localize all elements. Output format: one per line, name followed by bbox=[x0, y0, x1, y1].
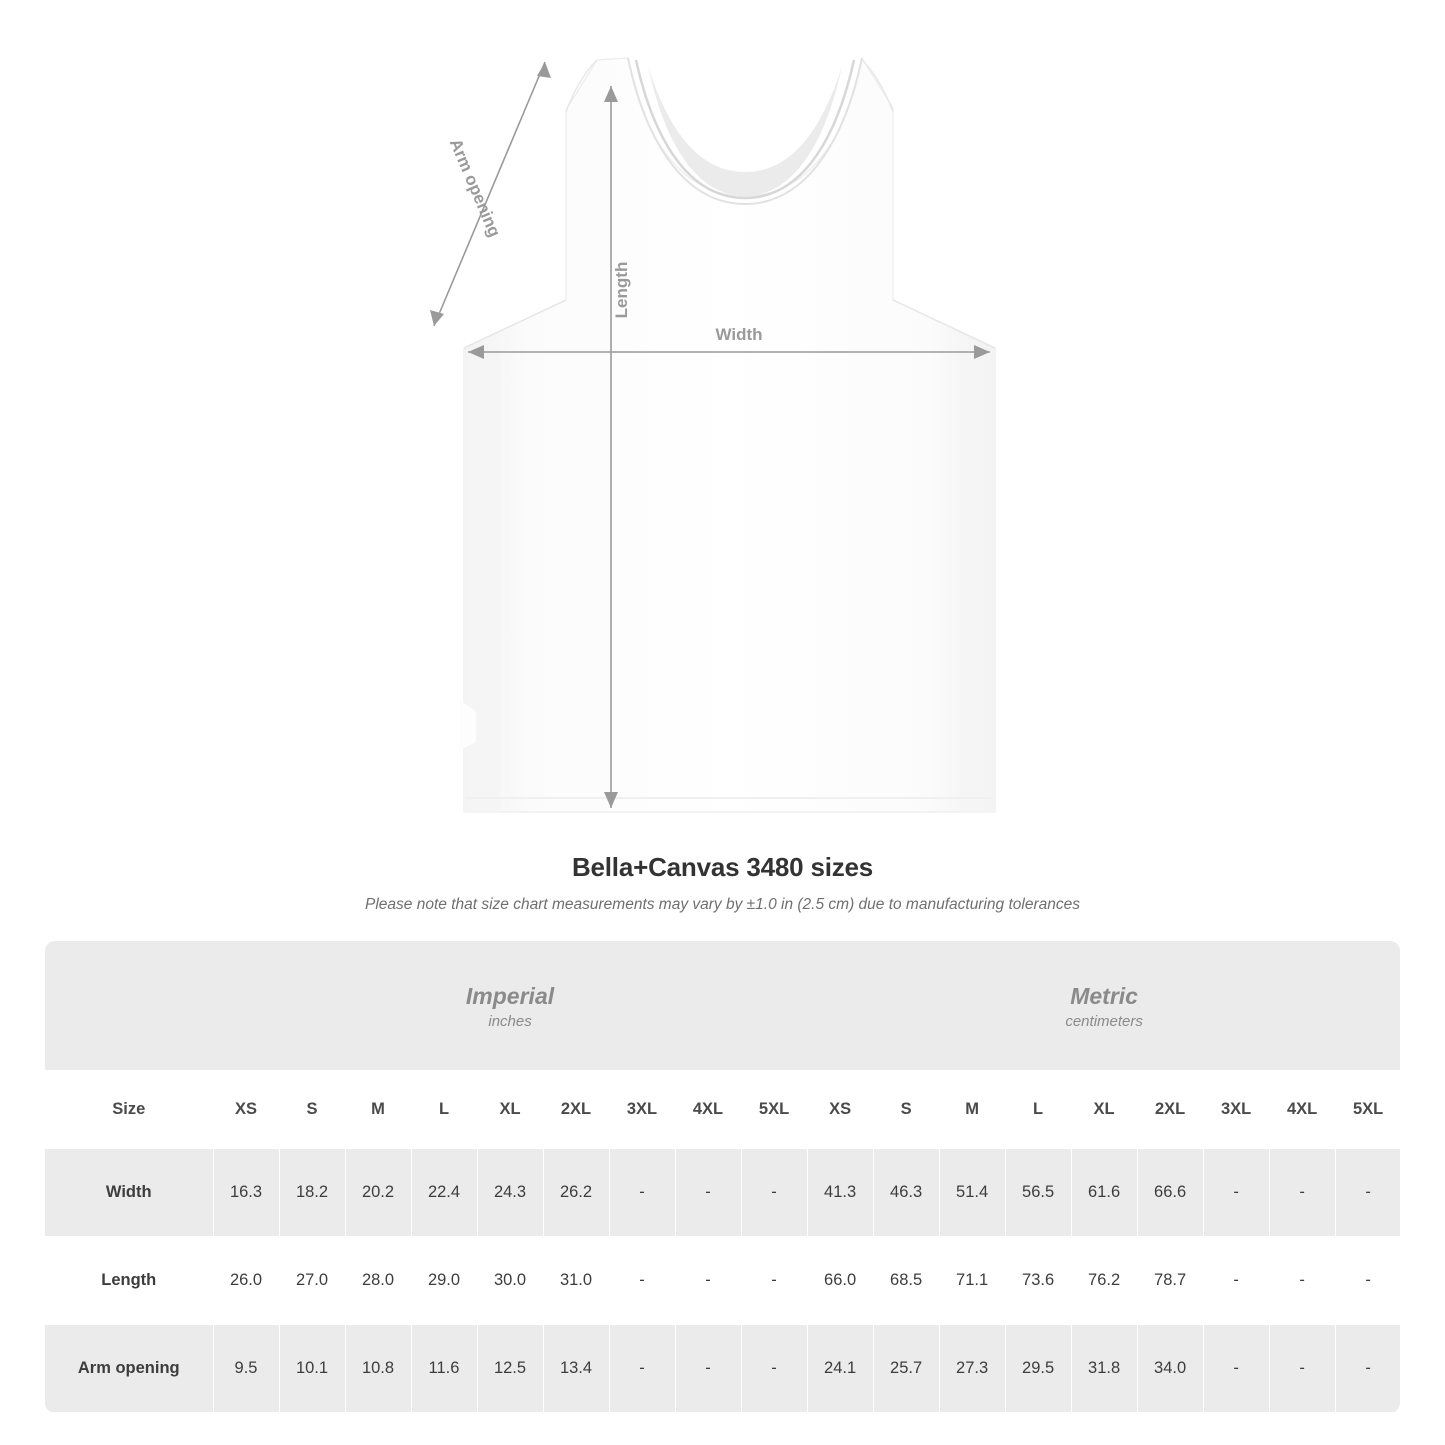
cell-arm-imperial-s: 10.1 bbox=[279, 1325, 345, 1413]
cell-width-imperial-2xl: 26.2 bbox=[543, 1149, 609, 1237]
label-arm-opening: Arm opening bbox=[445, 135, 505, 240]
cell-arm-metric-2xl: 34.0 bbox=[1137, 1325, 1203, 1413]
cell-arm-imperial-5xl: - bbox=[741, 1325, 807, 1413]
cell-width-imperial-xl: 24.3 bbox=[477, 1149, 543, 1237]
size-header-imperial-s: S bbox=[279, 1070, 345, 1149]
cell-length-imperial-5xl: - bbox=[741, 1237, 807, 1325]
cell-length-metric-s: 68.5 bbox=[873, 1237, 939, 1325]
cell-arm-imperial-3xl: - bbox=[609, 1325, 675, 1413]
tolerance-note: Please note that size chart measurements may vary by ±1.0 in (2.5 cm) due to manufacturing tolerances bbox=[365, 896, 1080, 913]
unit-header-imperial bbox=[213, 941, 807, 1070]
size-header-imperial-5xl: 5XL bbox=[741, 1070, 807, 1149]
size-table bbox=[45, 941, 1400, 1413]
unit-name-imperial: Imperial bbox=[465, 983, 555, 1010]
cell-width-metric-s: 46.3 bbox=[873, 1149, 939, 1237]
garment-body-shape bbox=[460, 54, 995, 812]
size-table-wrapper bbox=[45, 941, 1400, 1413]
size-header-metric-m: M bbox=[939, 1070, 1005, 1149]
cell-arm-imperial-l: 11.6 bbox=[411, 1325, 477, 1413]
cell-arm-metric-4xl: - bbox=[1269, 1325, 1335, 1413]
cell-width-imperial-4xl: - bbox=[675, 1149, 741, 1237]
cell-length-metric-l: 73.6 bbox=[1005, 1237, 1071, 1325]
size-column-label: Size bbox=[45, 1070, 213, 1149]
size-header-metric-3xl: 3XL bbox=[1203, 1070, 1269, 1149]
cell-length-imperial-m: 28.0 bbox=[345, 1237, 411, 1325]
unit-sub-metric: centimeters bbox=[1065, 1012, 1143, 1030]
cell-length-imperial-xl: 30.0 bbox=[477, 1237, 543, 1325]
cell-arm-metric-3xl: - bbox=[1203, 1325, 1269, 1413]
cell-width-metric-4xl: - bbox=[1269, 1149, 1335, 1237]
cell-arm-imperial-4xl: - bbox=[675, 1325, 741, 1413]
label-width: Width bbox=[715, 325, 763, 344]
cell-width-imperial-m: 20.2 bbox=[345, 1149, 411, 1237]
size-header-metric-l: L bbox=[1005, 1070, 1071, 1149]
row-label-width: Width bbox=[45, 1149, 213, 1237]
size-header-imperial-3xl: 3XL bbox=[609, 1070, 675, 1149]
size-header-imperial-xs: XS bbox=[213, 1070, 279, 1149]
cell-length-metric-3xl: - bbox=[1203, 1237, 1269, 1325]
cell-arm-imperial-xl: 12.5 bbox=[477, 1325, 543, 1413]
size-header-metric-s: S bbox=[873, 1070, 939, 1149]
cell-arm-imperial-2xl: 13.4 bbox=[543, 1325, 609, 1413]
cell-width-metric-3xl: - bbox=[1203, 1149, 1269, 1237]
cell-width-imperial-l: 22.4 bbox=[411, 1149, 477, 1237]
cell-width-imperial-xs: 16.3 bbox=[213, 1149, 279, 1237]
cell-length-metric-m: 71.1 bbox=[939, 1237, 1005, 1325]
size-header-imperial-2xl: 2XL bbox=[543, 1070, 609, 1149]
cell-arm-imperial-xs: 9.5 bbox=[213, 1325, 279, 1413]
cell-length-metric-xl: 76.2 bbox=[1071, 1237, 1137, 1325]
cell-arm-metric-5xl: - bbox=[1335, 1325, 1400, 1413]
cell-width-imperial-3xl: - bbox=[609, 1149, 675, 1237]
unit-header-spacer bbox=[45, 941, 213, 1070]
size-header-imperial-m: M bbox=[345, 1070, 411, 1149]
cell-length-imperial-3xl: - bbox=[609, 1237, 675, 1325]
size-header-metric-xl: XL bbox=[1071, 1070, 1137, 1149]
cell-width-metric-xl: 61.6 bbox=[1071, 1149, 1137, 1237]
cell-width-metric-5xl: - bbox=[1335, 1149, 1400, 1237]
cell-arm-metric-l: 29.5 bbox=[1005, 1325, 1071, 1413]
cell-length-imperial-l: 29.0 bbox=[411, 1237, 477, 1325]
size-header-imperial-xl: XL bbox=[477, 1070, 543, 1149]
cell-arm-metric-m: 27.3 bbox=[939, 1325, 1005, 1413]
cell-arm-metric-s: 25.7 bbox=[873, 1325, 939, 1413]
cell-width-metric-xs: 41.3 bbox=[807, 1149, 873, 1237]
cell-arm-imperial-m: 10.8 bbox=[345, 1325, 411, 1413]
size-header-imperial-4xl: 4XL bbox=[675, 1070, 741, 1149]
size-header-metric-2xl: 2XL bbox=[1137, 1070, 1203, 1149]
size-header-row bbox=[45, 1070, 1400, 1149]
unit-sub-imperial: inches bbox=[488, 1012, 532, 1030]
cell-arm-metric-xs: 24.1 bbox=[807, 1325, 873, 1413]
cell-length-imperial-4xl: - bbox=[675, 1237, 741, 1325]
cell-length-metric-4xl: - bbox=[1269, 1237, 1335, 1325]
row-label-length: Length bbox=[45, 1237, 213, 1325]
cell-length-metric-2xl: 78.7 bbox=[1137, 1237, 1203, 1325]
size-header-metric-xs: XS bbox=[807, 1070, 873, 1149]
cell-length-metric-xs: 66.0 bbox=[807, 1237, 873, 1325]
size-header-imperial-l: L bbox=[411, 1070, 477, 1149]
cell-width-metric-l: 56.5 bbox=[1005, 1149, 1071, 1237]
row-label-arm-opening: Arm opening bbox=[45, 1325, 213, 1413]
cell-width-metric-m: 51.4 bbox=[939, 1149, 1005, 1237]
cell-width-imperial-s: 18.2 bbox=[279, 1149, 345, 1237]
table-row bbox=[45, 1149, 1400, 1237]
cell-arm-metric-xl: 31.8 bbox=[1071, 1325, 1137, 1413]
cell-width-imperial-5xl: - bbox=[741, 1149, 807, 1237]
cell-length-metric-5xl: - bbox=[1335, 1237, 1400, 1325]
cell-length-imperial-xs: 26.0 bbox=[213, 1237, 279, 1325]
table-row bbox=[45, 1237, 1400, 1325]
size-header-metric-4xl: 4XL bbox=[1269, 1070, 1335, 1149]
cell-length-imperial-s: 27.0 bbox=[279, 1237, 345, 1325]
table-row bbox=[45, 1325, 1400, 1413]
cell-length-imperial-2xl: 31.0 bbox=[543, 1237, 609, 1325]
page-title: Bella+Canvas 3480 sizes bbox=[571, 852, 874, 882]
unit-header-metric bbox=[807, 941, 1400, 1070]
size-header-metric-5xl: 5XL bbox=[1335, 1070, 1400, 1149]
unit-name-metric: Metric bbox=[1070, 983, 1138, 1010]
label-length: Length bbox=[612, 261, 631, 319]
unit-header-row bbox=[45, 941, 1400, 1070]
cell-width-metric-2xl: 66.6 bbox=[1137, 1149, 1203, 1237]
